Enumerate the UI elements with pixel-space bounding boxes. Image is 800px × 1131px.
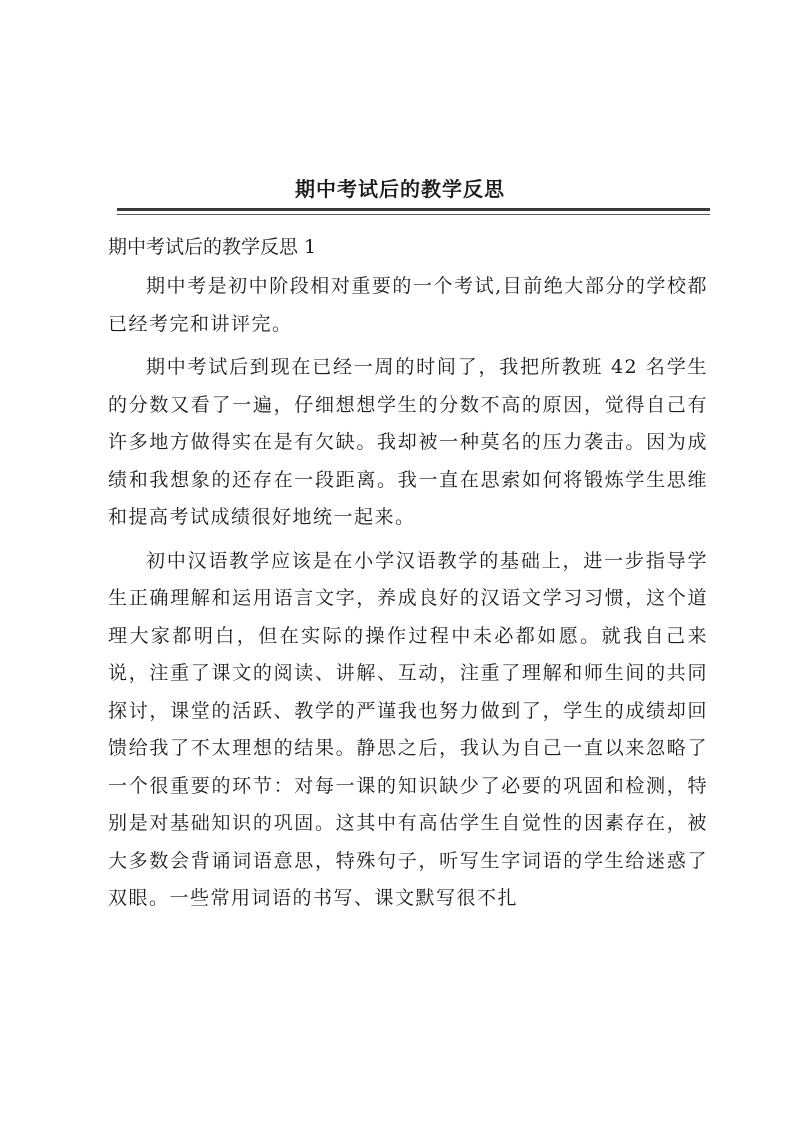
body-text bbox=[108, 268, 708, 924]
title-divider-thin bbox=[117, 214, 710, 215]
section-heading: 期中考试后的教学反思 1 bbox=[108, 236, 317, 258]
title-divider bbox=[117, 208, 710, 211]
paragraph-1: 期中考是初中阶段相对重要的一个考试,目前绝大部分的学校都已经考完和讲评完。 bbox=[108, 275, 708, 335]
paragraph-2: 期中考试后到现在已经一周的时间了，我把所教班 42 名学生的分数又看了一遍，仔细想想学生的分数不高的原因，觉得自己有许多地方做得实在是有欠缺。我却被一种莫名的压力袭击。因为成绩和我想象的还存在一段距离。我一直在思索如何将锻炼学生思维和提高考试成绩很好地统一起来。 bbox=[108, 356, 708, 528]
paragraph-3: 初中汉语教学应该是在小学汉语教学的基础上，进一步指导学生正确理解和运用语言文字，养成良好的汉语文学习习惯，这个道理大家都明白，但在实际的操作过程中未必都如愿。就我自己来说，注重了课文的阅读、讲解、互动，注重了理解和师生间的共同探讨，课堂的活跃、教学的严谨我也努力做到了，学生的成绩却回馈给我了不太理想的结果。静思之后，我认为自己一直以来忽略了一个很重要的环节：对每一课的知识缺少了必要的巩固和检测，特别是对基础知识的巩固。这其中有高估学生自觉性的因素存在，被大多数会背诵词语意思，特殊句子，听写生字词语的学生给迷惑了双眼。一些常用词语的书写、课文默写很不扎 bbox=[108, 549, 708, 909]
document-title: 期中考试后的教学反思 bbox=[295, 177, 505, 202]
